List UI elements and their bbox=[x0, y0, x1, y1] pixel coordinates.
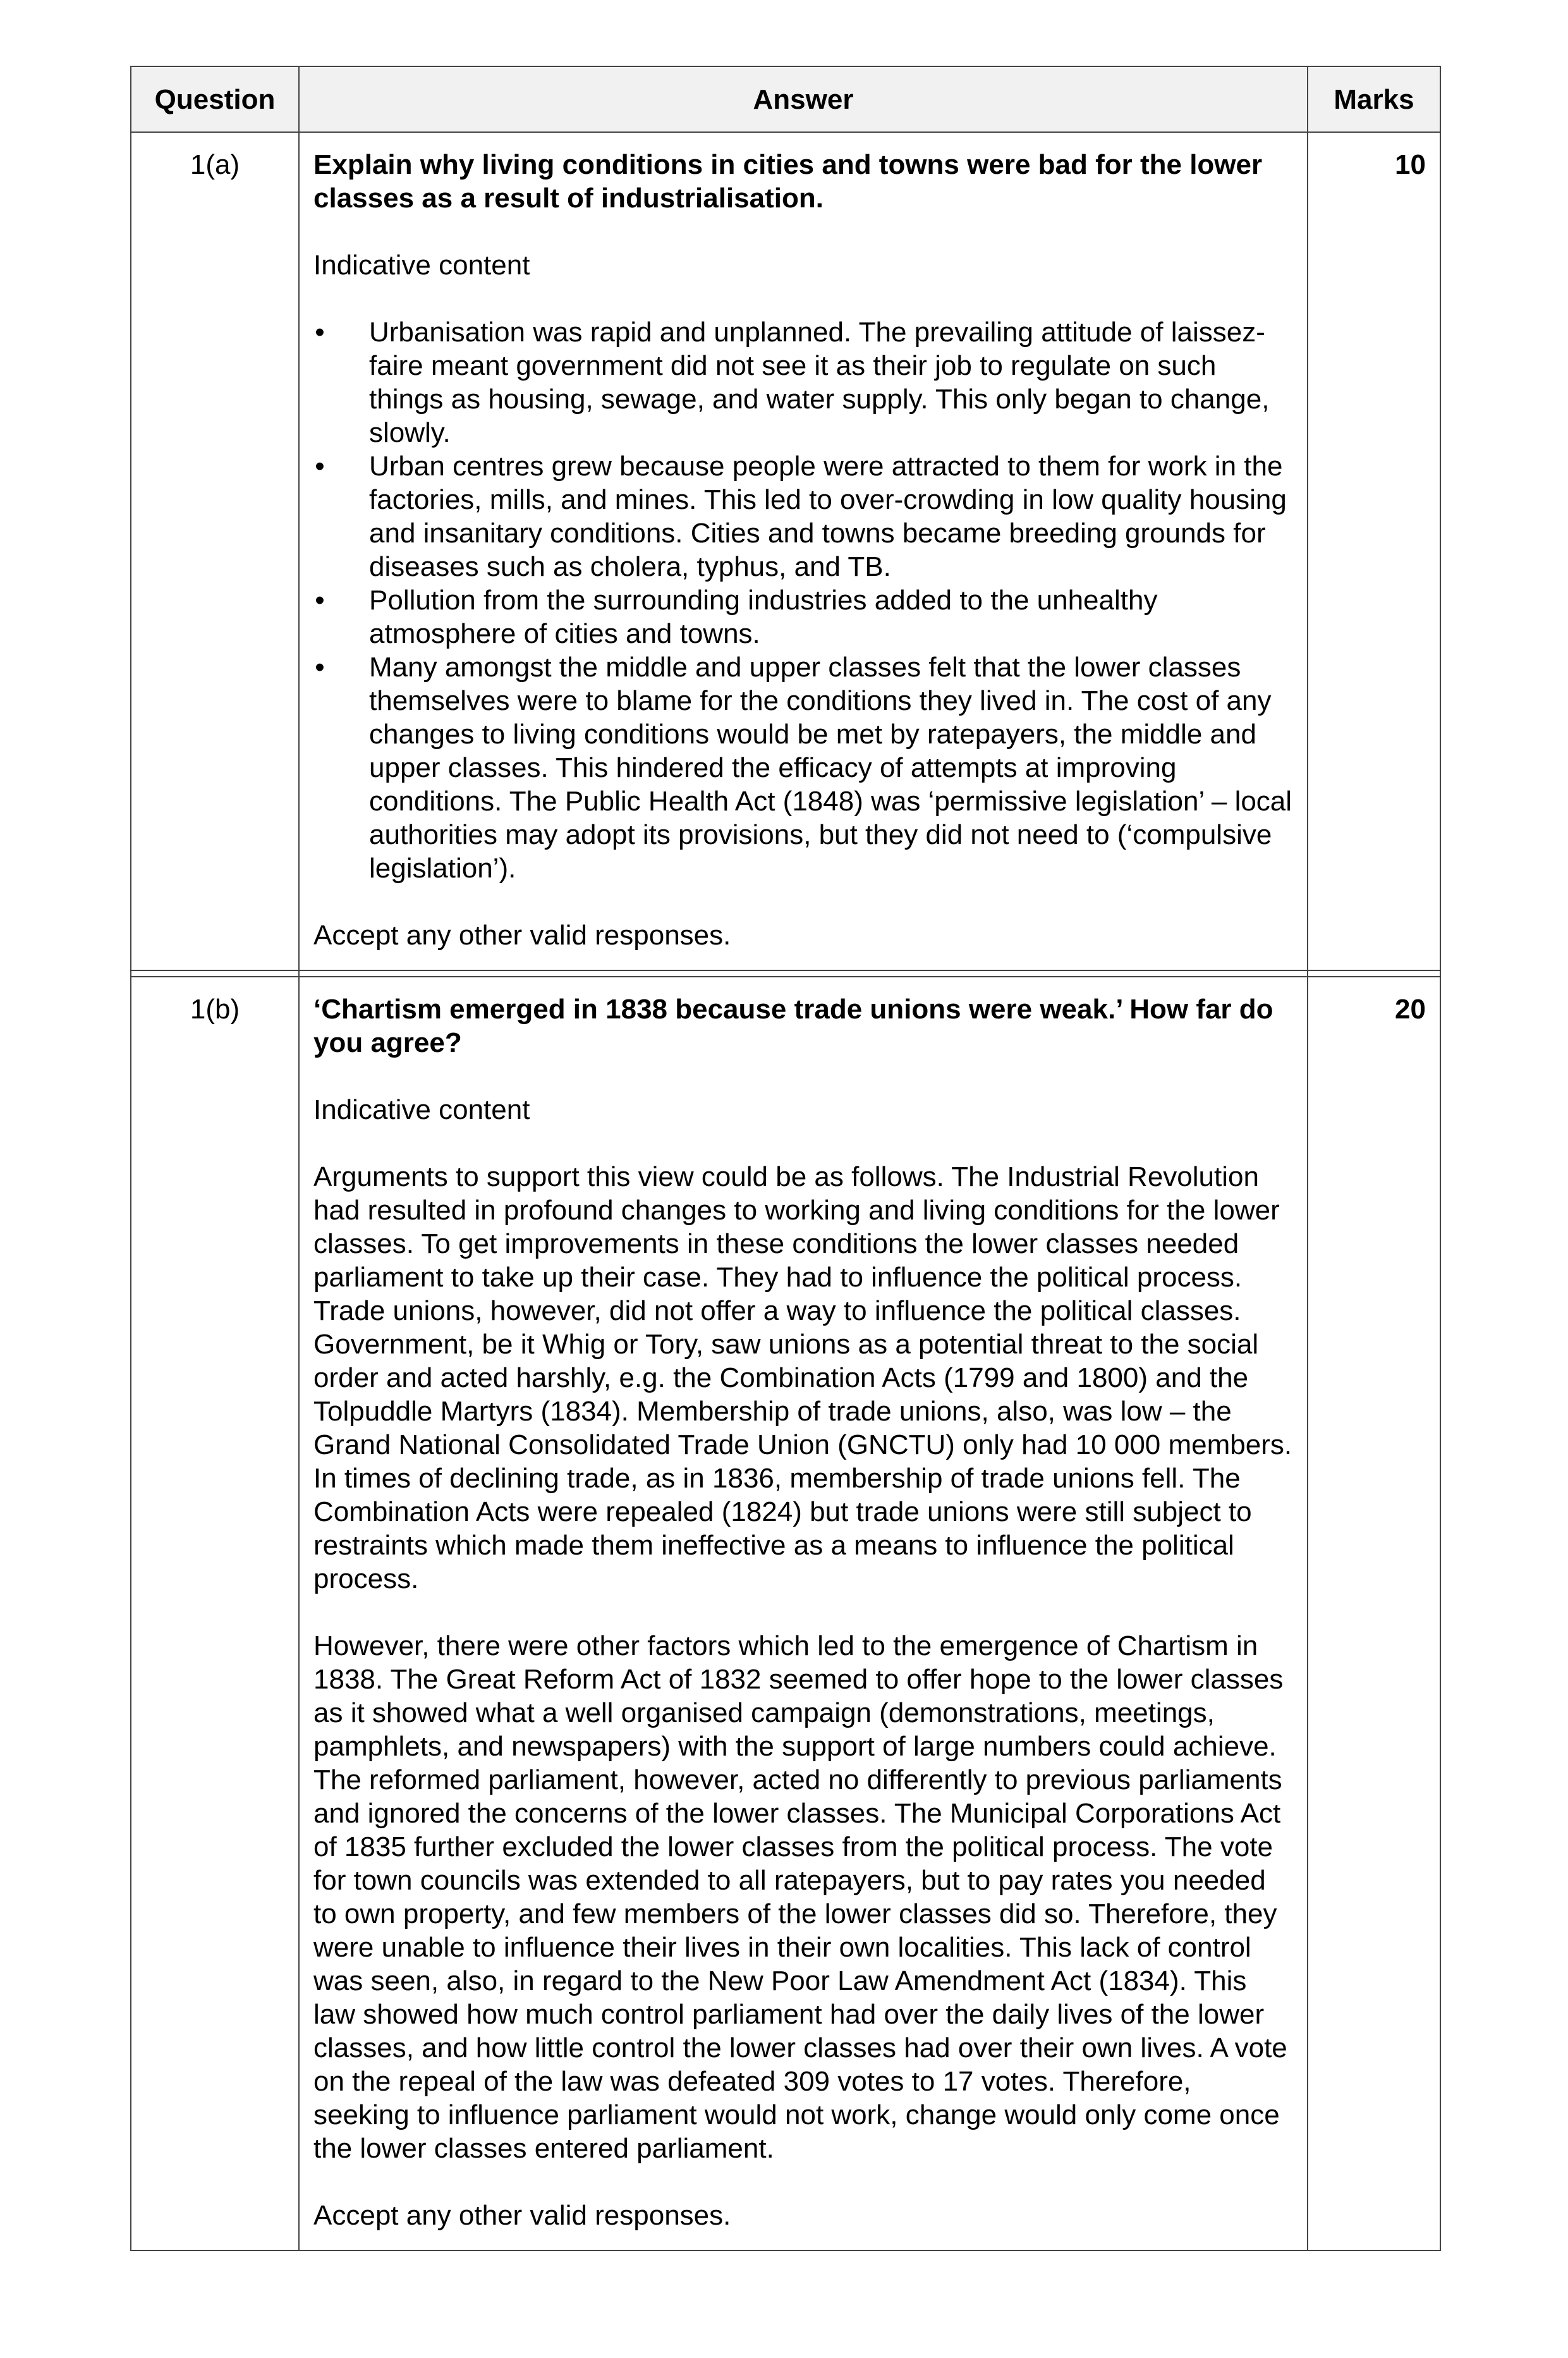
argument-paragraph: However, there were other factors which led to the emergence of Chartism in 1838. The Great Reform Act of 1832 seemed to offer hope to the lower classes as it showed what a well organised campaign (demonstrations, meetings, pamphlets, and newspapers) with the support of large numbers could achieve. The reformed parliament, however, acted no differently to previous parliaments and ignored the concerns of the lower classes. The Municipal Corporations Act of 1835 further excluded the lower classes from the political process. The vote for town councils was extended to all ratepayers, but to pay rates you needed to own property, and few members of the lower classes did so. Therefore, they were unable to influence their lives in their own localities. This lack of control was seen, also, in regard to the New Poor Law Amendment Act (1834). This law showed how much control parliament had over the daily lives of the lower classes, and how little control the lower classes had over their own lives. A vote on the repeal of the law was defeated 309 votes to 17 votes. Therefore, seeking to influence parliament would not work, change would only come once the lower classes entered parliament. bbox=[313, 1630, 1287, 2164]
bullet-text: Urban centres grew because people were attracted to them for work in the factories, mills, and mines. This led to over-crowding in low quality housing and insanitary conditions. Cities and towns became breeding grounds for diseases such as cholera, typhus, and TB. bbox=[369, 451, 1287, 582]
header-question: Question bbox=[131, 66, 299, 132]
table-row-1b bbox=[131, 977, 1440, 2251]
header-row bbox=[131, 66, 1440, 132]
bullet-text: Pollution from the surrounding industries added to the unhealthy atmosphere of cities and towns. bbox=[369, 585, 1158, 649]
bullet-dot-icon: • bbox=[315, 317, 325, 348]
answer-cell bbox=[299, 132, 1308, 970]
header-marks: Marks bbox=[1308, 66, 1440, 132]
question-number: 1(a) bbox=[131, 132, 299, 970]
bullet-item bbox=[313, 315, 1294, 449]
question-text: ‘Chartism emerged in 1838 because trade unions were weak.’ How far do you agree? bbox=[313, 994, 1273, 1058]
accept-note: Accept any other valid responses. bbox=[313, 2200, 731, 2231]
question-text: Explain why living conditions in cities and towns were bad for the lower classes as a result of industrialisation. bbox=[313, 149, 1263, 214]
header-answer: Answer bbox=[299, 66, 1308, 132]
bullet-item bbox=[313, 583, 1294, 651]
indicative-content-label: Indicative content bbox=[313, 250, 530, 281]
table-row-1a bbox=[131, 132, 1440, 970]
marks-value: 20 bbox=[1308, 977, 1440, 2251]
argument-paragraph: Arguments to support this view could be as follows. The Industrial Revolution had resulted in profound changes to working and living conditions for the lower classes. To get improvements in these conditions the lower classes needed parliament to take up their case. They had to influence the political process. Trade unions, however, did not offer a way to influence the political classes. Government, be it Whig or Tory, saw unions as a potential threat to the social order and acted harshly, e.g. the Combination Acts (1799 and 1800) and the Tolpuddle Martyrs (1834). Membership of trade unions, also, was low – the Grand National Consolidated Trade Union (GNCTU) only had 10 000 members. In times of declining trade, as in 1836, membership of trade unions fell. The Combination Acts were repealed (1824) but trade unions were still subject to restraints which made them ineffective as a means to influence the political process. bbox=[313, 1161, 1292, 1594]
answer-cell bbox=[299, 977, 1308, 2251]
bullet-text: Many amongst the middle and upper classes felt that the lower classes themselves were to blame for the conditions they lived in. The cost of any changes to living conditions would be met by ratepayers, the middle and upper classes. This hindered the efficacy of attempts at improving conditions. The Public Health Act (1848) was ‘permissive legislation’ – local authorities may adopt its provisions, but they did not need to (‘compulsive legislation’). bbox=[369, 652, 1292, 884]
row-separator bbox=[131, 970, 1440, 977]
bullet-dot-icon: • bbox=[315, 652, 325, 683]
mark-scheme-table bbox=[130, 66, 1441, 2251]
marks-value: 10 bbox=[1308, 132, 1440, 970]
indicative-content-label: Indicative content bbox=[313, 1094, 530, 1125]
bullet-item bbox=[313, 651, 1294, 885]
bullet-dot-icon: • bbox=[315, 585, 325, 616]
question-number: 1(b) bbox=[131, 977, 299, 2251]
bullet-item bbox=[313, 449, 1294, 583]
accept-note: Accept any other valid responses. bbox=[313, 920, 731, 951]
bullet-dot-icon: • bbox=[315, 451, 325, 482]
indicative-bullet-list bbox=[313, 315, 1294, 885]
bullet-text: Urbanisation was rapid and unplanned. The prevailing attitude of laissez-faire meant government did not see it as their job to regulate on such things as housing, sewage, and water supply. This only began to change, slowly. bbox=[369, 317, 1270, 448]
